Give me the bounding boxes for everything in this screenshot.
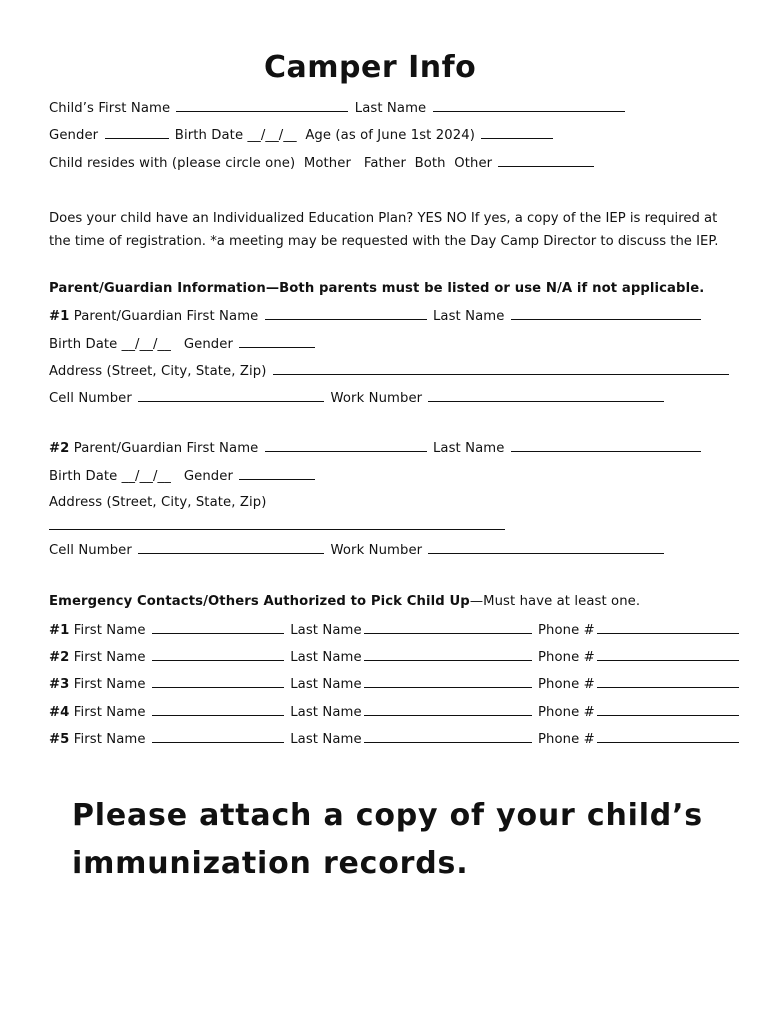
emergency-1-phone-label: Phone # <box>537 623 595 638</box>
emergency-5-last-field[interactable] <box>364 731 532 743</box>
guardian-1-first-name-field[interactable] <box>265 308 427 320</box>
guardian-1-address-row <box>49 363 731 379</box>
guardian-2-cell-label: Cell Number <box>49 543 132 558</box>
guardian-1-address-label: Address (Street, City, State, Zip) <box>49 364 267 379</box>
emergency-1-first-field[interactable] <box>152 622 284 634</box>
emergency-1-last-label: Last Name <box>290 623 362 638</box>
emergency-3-first-field[interactable] <box>152 676 284 688</box>
guardian-2-address-field[interactable] <box>49 518 505 530</box>
guardian-heading: Parent/Guardian Information—Both parents must be listed or use N/A if not applicable. <box>49 281 705 296</box>
emergency-heading-note: —Must have at least one. <box>469 594 641 609</box>
guardian-2-gender-field[interactable] <box>239 468 315 480</box>
guardian-2-number: #2 <box>49 441 70 456</box>
guardian-2-last-name-field[interactable] <box>511 440 701 452</box>
resides-option-father[interactable]: Father <box>363 156 406 171</box>
emergency-4-last-field[interactable] <box>364 704 532 716</box>
guardian-2-phone-row <box>49 542 666 558</box>
child-gender-row <box>49 127 555 143</box>
guardian-2-birth-date-field[interactable]: __/__/__ <box>121 469 171 484</box>
child-age-label: Age (as of June 1st 2024) <box>305 128 475 143</box>
guardian-1-name-row <box>49 308 703 324</box>
emergency-3-first-label: First Name <box>73 677 146 692</box>
guardian-2-work-label: Work Number <box>330 543 423 558</box>
child-last-name-label: Last Name <box>354 101 427 116</box>
emergency-5-first-field[interactable] <box>152 731 284 743</box>
emergency-4-last-label: Last Name <box>290 705 362 720</box>
resides-option-both[interactable]: Both <box>414 156 446 171</box>
emergency-3-phone-field[interactable] <box>597 676 739 688</box>
child-first-name-label: Child’s First Name <box>49 101 171 116</box>
guardian-1-number: #1 <box>49 309 70 324</box>
guardian-2-name-row <box>49 440 703 456</box>
emergency-heading <box>49 594 640 609</box>
emergency-row-3 <box>49 676 741 692</box>
emergency-5-number: #5 <box>49 732 70 747</box>
guardian-2-birth-row <box>49 468 317 484</box>
emergency-heading-bold: Emergency Contacts/Others Authorized to Pick Child Up <box>49 594 470 609</box>
guardian-1-address-field[interactable] <box>273 363 729 375</box>
guardian-2-first-name-field[interactable] <box>265 440 427 452</box>
emergency-2-phone-field[interactable] <box>597 649 739 661</box>
emergency-2-last-label: Last Name <box>290 650 362 665</box>
emergency-2-first-label: First Name <box>73 650 146 665</box>
guardian-2-address-row <box>49 518 507 534</box>
guardian-1-cell-field[interactable] <box>138 390 324 402</box>
guardian-1-first-name-label: Parent/Guardian First Name <box>73 309 259 324</box>
resides-option-other[interactable]: Other <box>454 156 493 171</box>
emergency-5-phone-label: Phone # <box>537 732 595 747</box>
emergency-2-first-field[interactable] <box>152 649 284 661</box>
emergency-4-phone-field[interactable] <box>597 704 739 716</box>
child-birth-date-label: Birth Date <box>174 128 244 143</box>
guardian-1-phone-row <box>49 390 666 406</box>
emergency-3-last-label: Last Name <box>290 677 362 692</box>
emergency-2-number: #2 <box>49 650 70 665</box>
emergency-4-phone-label: Phone # <box>537 705 595 720</box>
guardian-2-work-field[interactable] <box>428 542 664 554</box>
guardian-1-last-name-label: Last Name <box>432 309 505 324</box>
child-gender-field[interactable] <box>105 127 169 139</box>
child-birth-date-field[interactable]: __/__/__ <box>247 128 297 143</box>
emergency-row-5 <box>49 731 741 747</box>
emergency-1-number: #1 <box>49 623 70 638</box>
guardian-1-gender-label: Gender <box>183 337 234 352</box>
guardian-2-last-name-label: Last Name <box>432 441 505 456</box>
child-last-name-field[interactable] <box>433 100 625 112</box>
child-first-name-field[interactable] <box>176 100 348 112</box>
guardian-1-gender-field[interactable] <box>239 336 315 348</box>
emergency-1-last-field[interactable] <box>364 622 532 634</box>
guardian-1-cell-label: Cell Number <box>49 391 132 406</box>
emergency-4-first-label: First Name <box>73 705 146 720</box>
resides-option-mother[interactable]: Mother <box>303 156 351 171</box>
emergency-5-last-label: Last Name <box>290 732 362 747</box>
iep-question: Does your child have an Individualized Education Plan? YES NO If yes, a copy of the IEP is required at the time of registration. *a meeting may be requested with the Day Camp Director to discuss the IEP. <box>49 211 719 249</box>
emergency-2-last-field[interactable] <box>364 649 532 661</box>
guardian-1-birth-date-field[interactable]: __/__/__ <box>121 337 171 352</box>
child-age-field[interactable] <box>481 127 553 139</box>
page-title: Camper Info <box>264 50 477 85</box>
emergency-4-first-field[interactable] <box>152 704 284 716</box>
emergency-row-1 <box>49 622 741 638</box>
guardian-2-first-name-label: Parent/Guardian First Name <box>73 441 259 456</box>
guardian-2-cell-field[interactable] <box>138 542 324 554</box>
guardian-2-birth-date-label: Birth Date <box>49 469 118 484</box>
guardian-1-work-field[interactable] <box>428 390 664 402</box>
emergency-3-number: #3 <box>49 677 70 692</box>
child-gender-label: Gender <box>49 128 99 143</box>
emergency-5-first-label: First Name <box>73 732 146 747</box>
emergency-3-last-field[interactable] <box>364 676 532 688</box>
resides-label: Child resides with (please circle one) <box>49 156 296 171</box>
guardian-1-birth-date-label: Birth Date <box>49 337 118 352</box>
emergency-1-phone-field[interactable] <box>597 622 739 634</box>
child-resides-row <box>49 155 596 171</box>
emergency-row-2 <box>49 649 741 665</box>
emergency-4-number: #4 <box>49 705 70 720</box>
immunization-notice: Please attach a copy of your child’s immunization records. <box>72 798 703 881</box>
emergency-2-phone-label: Phone # <box>537 650 595 665</box>
resides-other-field[interactable] <box>498 155 594 167</box>
emergency-3-phone-label: Phone # <box>537 677 595 692</box>
emergency-1-first-label: First Name <box>73 623 146 638</box>
guardian-2-address-label: Address (Street, City, State, Zip) <box>49 495 267 510</box>
guardian-1-last-name-field[interactable] <box>511 308 701 320</box>
emergency-row-4 <box>49 704 741 720</box>
guardian-1-work-label: Work Number <box>330 391 423 406</box>
guardian-1-birth-row <box>49 336 317 352</box>
emergency-5-phone-field[interactable] <box>597 731 739 743</box>
child-name-row <box>49 100 627 116</box>
guardian-2-gender-label: Gender <box>183 469 234 484</box>
